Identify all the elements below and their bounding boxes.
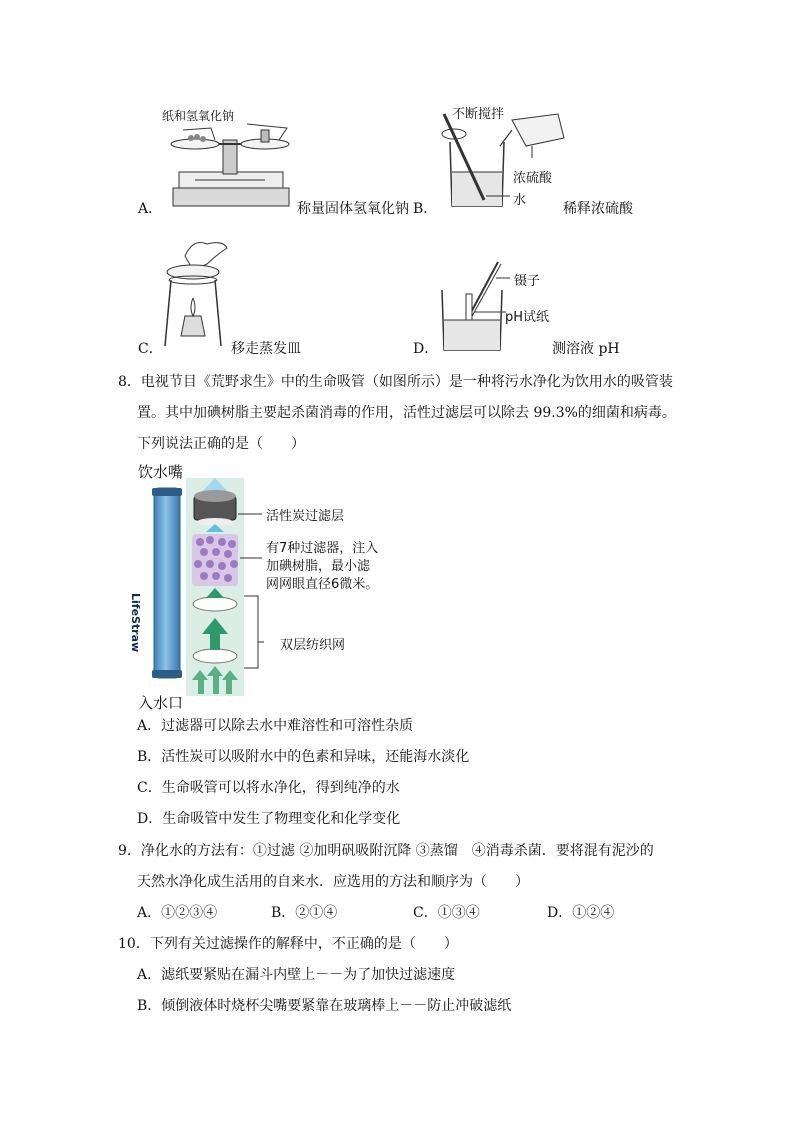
mouthpiece-label: 饮水嘴 — [138, 463, 184, 481]
q8-option-b: B．活性炭可以吸附水中的色素和异味，还能海水淡化 — [137, 749, 470, 765]
q9-option-a: A．①②③④ — [137, 905, 218, 921]
q9-option-b: B．②①④ — [271, 905, 338, 921]
q9-option-c: C．①③④ — [413, 905, 480, 921]
straw-brand: LifeStraw — [129, 593, 142, 653]
ph-test-illustration — [440, 258, 512, 354]
option-b-caption: 稀释浓硫酸 — [563, 201, 633, 217]
resin-layer-label: 有7种过滤器，注入 加碘树脂，最小滤 网网眼直径6微米。 — [266, 541, 379, 592]
option-a-caption: 称量固体氢氧化钠 — [297, 201, 409, 217]
q8-stem-line1: 8．电视节目《荒野求生》中的生命吸管（如图所示）是一种将污水净化为饮用水的吸管装 — [118, 374, 673, 390]
q8-stem-line3: 下列说法正确的是（ ） — [137, 436, 305, 452]
q8-stem-line2: 置。其中加碘树脂主要起杀菌消毒的作用，活性过滤层可以除去 99.3%的细菌和病毒。 — [137, 405, 676, 421]
q9-stem-line1: 9．净化水的方法有：①过滤 ②加明矾吸附沉降 ③蒸馏 ④消毒杀菌．要将混有泥沙的 — [118, 843, 654, 859]
q8-option-a: A．过滤器可以除去水中难溶性和可溶性杂质 — [137, 718, 414, 734]
q8-option-c: C．生命吸管可以将水净化，得到纯净的水 — [137, 780, 400, 796]
tweezers-label: 镊子 — [514, 274, 541, 289]
q10-stem: 10．下列有关过滤操作的解释中，不正确的是（ ） — [118, 936, 458, 952]
water-label: 水 — [513, 193, 527, 208]
option-d-caption: 测溶液 pH — [552, 341, 620, 357]
mesh-layer-label: 双层纺织网 — [280, 638, 346, 653]
option-c-caption: 移走蒸发皿 — [231, 341, 301, 357]
q9-stem-line2: 天然水净化成生活用的自来水．应选用的方法和顺序为（ ） — [137, 874, 529, 890]
acid-label: 浓硫酸 — [513, 171, 553, 186]
option-a-letter: A． — [138, 201, 163, 217]
inlet-label: 入水口 — [138, 694, 184, 712]
carbon-layer-label: 活性炭过滤层 — [266, 509, 345, 524]
stir-label: 不断搅拌 — [452, 107, 505, 122]
balance-illustration — [165, 122, 295, 212]
dilution-illustration — [440, 112, 570, 212]
ph-paper-label: pH试纸 — [505, 310, 550, 325]
balance-label: 纸和氢氧化钠 — [162, 109, 235, 123]
evaporating-dish-illustration — [163, 236, 233, 354]
option-d-letter: D． — [413, 341, 439, 357]
option-b-letter: B． — [413, 201, 438, 217]
option-c-letter: C． — [138, 341, 163, 357]
q10-option-a: A．滤纸要紧贴在漏斗内壁上－－为了加快过滤速度 — [137, 967, 456, 983]
q10-option-b: B．倾倒液体时烧杯尖嘴要紧靠在玻璃棒上－－防止冲破滤纸 — [137, 998, 512, 1014]
q9-option-d: D．①②④ — [547, 905, 615, 921]
q8-option-d: D．生命吸管中发生了物理变化和化学变化 — [137, 811, 401, 827]
